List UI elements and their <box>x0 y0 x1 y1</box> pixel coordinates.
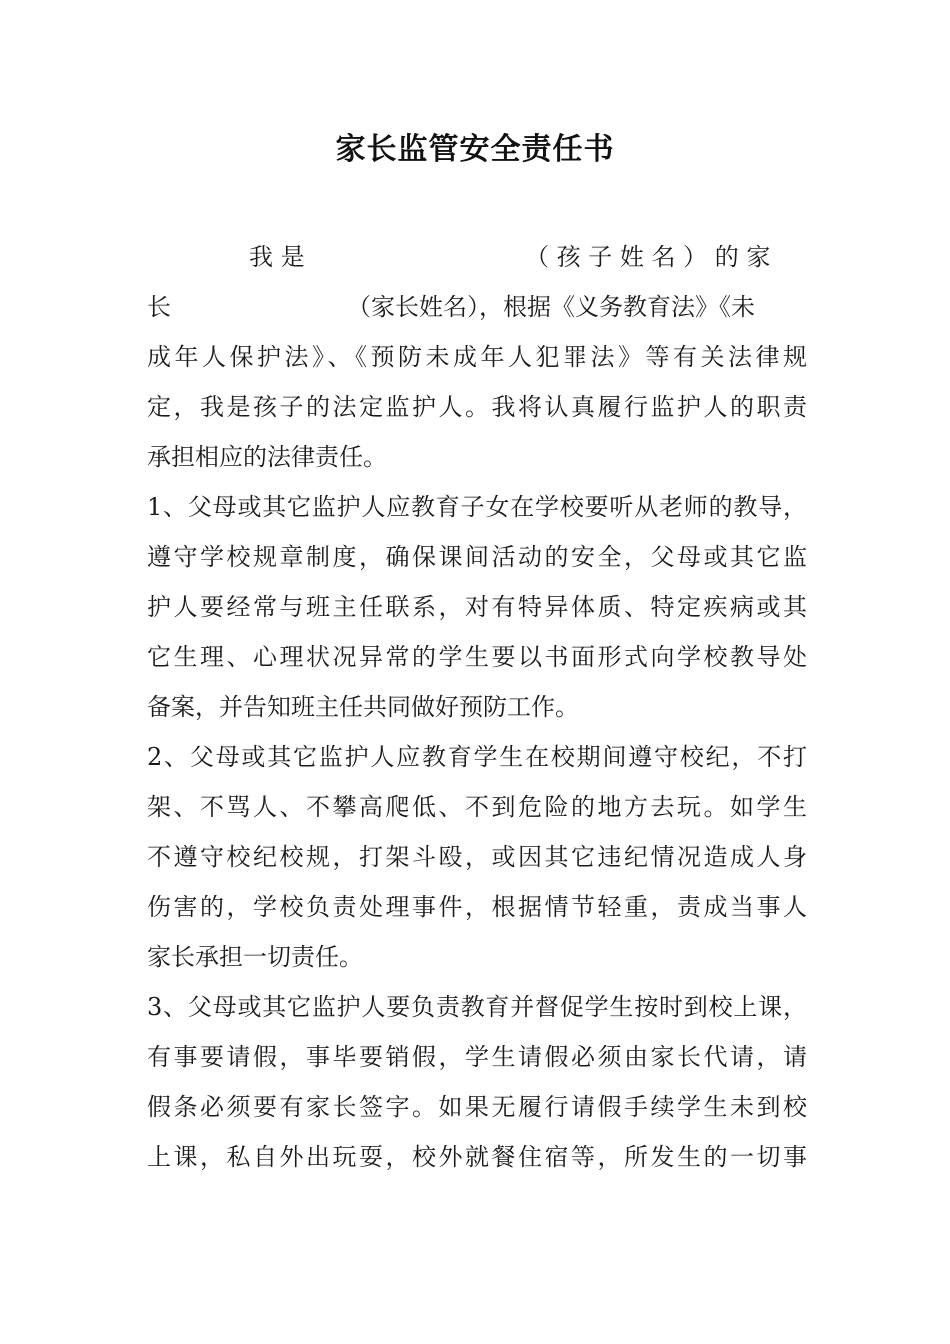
intro-line: 定，我是孩子的法定监护人。我将认真履行监护人的职责 <box>147 393 807 421</box>
item-3-line: 3、父母或其它监护人要负责教育并督促学生按时到校上课， <box>147 993 807 1021</box>
intro-line: 承担相应的法律责任。 <box>147 443 387 471</box>
item-3-line: 上课，私自外出玩耍，校外就餐住宿等，所发生的一切事 <box>147 1143 807 1171</box>
intro-line-1 <box>147 232 807 282</box>
intro-prefix: 我 是 <box>249 243 305 271</box>
intro-line-2-start: 长 <box>147 293 171 321</box>
item-1-line: 护人要经常与班主任联系，对有特异体质、特定疾病或其 <box>147 593 807 621</box>
item-2-line: 不遵守校纪校规，打架斗殴，或因其它违纪情况造成人身 <box>147 843 807 871</box>
item-1-line: 备案，并告知班主任共同做好预防工作。 <box>147 693 579 721</box>
item-3-line: 假条必须要有家长签字。如果无履行请假手续学生未到校 <box>147 1093 807 1121</box>
intro-line: 成年人保护法》、《预防未成年人犯罪法》等有关法律规 <box>147 343 807 371</box>
item-2-line: 架、不骂人、不攀高爬低、不到危险的地方去玩。如学生 <box>147 793 807 821</box>
item-1-line: 它生理、心理状况异常的学生要以书面形式向学校教导处 <box>147 643 807 671</box>
item-2-line: 伤害的，学校负责处理事件，根据情节轻重，责成当事人 <box>147 893 807 921</box>
item-3-line: 有事要请假，事毕要销假，学生请假必须由家长代请，请 <box>147 1043 807 1071</box>
item-2-line: 家长承担一切责任。 <box>147 943 363 971</box>
parent-name-hint: （家长姓名），根据《义务教育法》《未 <box>347 293 755 321</box>
intro-line-2 <box>147 282 807 332</box>
child-name-hint: （ 孩 子 姓 名 ） 的 家 <box>525 243 771 271</box>
item-2-line: 2、父母或其它监护人应教育学生在校期间遵守校纪，不打 <box>147 743 807 771</box>
item-1-line: 遵守学校规章制度，确保课间活动的安全，父母或其它监 <box>147 543 807 571</box>
item-1-line: 1、父母或其它监护人应教育子女在学校要听从老师的教导， <box>147 493 807 521</box>
document-title: 家长监管安全责任书 <box>335 132 615 167</box>
